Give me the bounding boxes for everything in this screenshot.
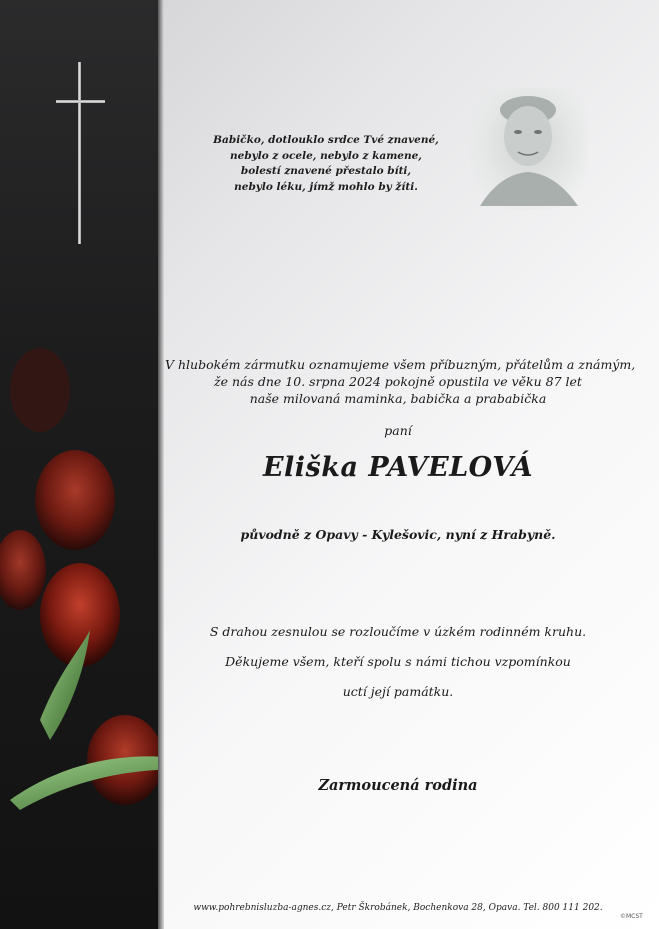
farewell-line: uctí její památku. — [342, 684, 454, 699]
announcement-line: V hlubokém zármutku oznamujeme všem příbuzným, přátelům a známým, — [165, 357, 636, 372]
poem-line: Babičko, dotlouklo srdce Tvé znavené, — [213, 134, 439, 146]
portrait-icon — [470, 88, 588, 210]
farewell-line: S drahou zesnulou se rozloučíme v úzkém rodinném kruhu. — [209, 624, 587, 639]
announcement-line: naše milovaná maminka, babička a prababička — [249, 391, 547, 406]
cross-icon-bar — [56, 100, 105, 103]
tulips-illustration — [0, 330, 158, 850]
honorific: paní — [384, 423, 412, 438]
side-divider — [158, 0, 164, 929]
watermark: ©MCST — [620, 913, 643, 920]
cross-icon — [78, 62, 81, 244]
poem-line: bolestí znavené přestalo bíti, — [240, 165, 412, 177]
deceased-name: Eliška PAVELOVÁ — [262, 452, 534, 483]
poem-line: nebylo léku, jímž mohlo by žíti. — [234, 180, 418, 193]
origin-text: původně z Opavy - Kylešovic, nyní z Hrabyně. — [240, 527, 556, 542]
announcement-line: že nás dne 10. srpna 2024 pokojně opustila ve věku 87 let — [214, 374, 582, 389]
signoff: Zarmoucená rodina — [318, 777, 478, 794]
footer-contact: www.pohrebnisluzba-agnes.cz, Petr Škrobánek, Bochenkova 28, Opava. Tel. 800 111 202. — [193, 903, 603, 913]
announcement-text — [165, 356, 636, 407]
farewell-line: Děkujeme všem, kteří spolu s námi tichou vzpomínkou — [225, 654, 571, 669]
portrait-photo — [470, 88, 588, 210]
poem — [200, 133, 452, 195]
poem-line: nebylo z ocele, nebylo z kamene, — [230, 149, 422, 162]
